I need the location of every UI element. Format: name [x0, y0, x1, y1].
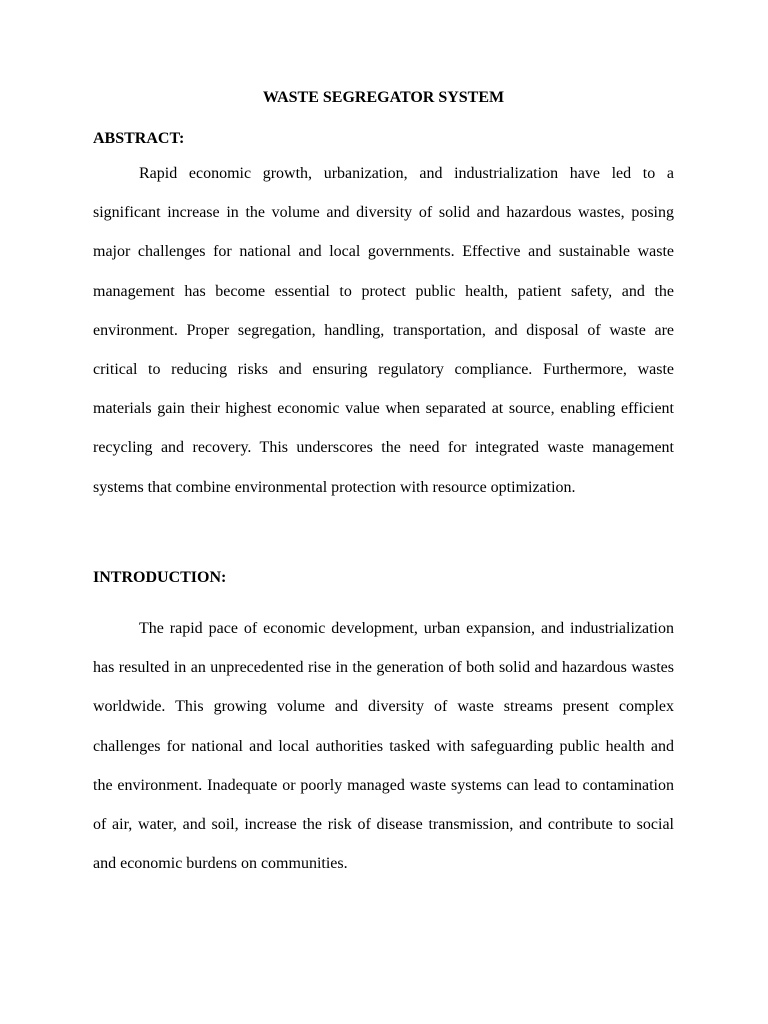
introduction-paragraph: The rapid pace of economic development, urban expansion, and industrialization has resulted in an unprecedented rise in the generation of both solid and hazardous wastes worldwide. This growing volume and diversity of waste streams present complex challenges for national and local authorities tasked with safeguarding public health and the environment. Inadequate or poorly managed waste systems can lead to contamination of air, water, and soil, increase the risk of disease transmission, and contribute to social and economic burdens on communities. — [93, 620, 674, 873]
introduction-heading: INTRODUCTION: — [93, 569, 227, 586]
document-title: WASTE SEGREGATOR SYSTEM — [262, 89, 505, 106]
abstract-paragraph: Rapid economic growth, urbanization, and industrialization have led to a significant increase in the volume and diversity of solid and hazardous wastes, posing major challenges for national and local governments. Effective and sustainable waste management has become essential to protect public health, patient safety, and the environment. Proper segregation, handling, transportation, and disposal of waste are critical to reducing risks and ensuring regulatory compliance. Furthermore, waste materials gain their highest economic value when separated at source, enabling efficient recycling and recovery. This underscores the need for integrated waste management systems that combine environmental protection with resource optimization. — [93, 165, 674, 496]
abstract-heading: ABSTRACT: — [93, 130, 185, 147]
